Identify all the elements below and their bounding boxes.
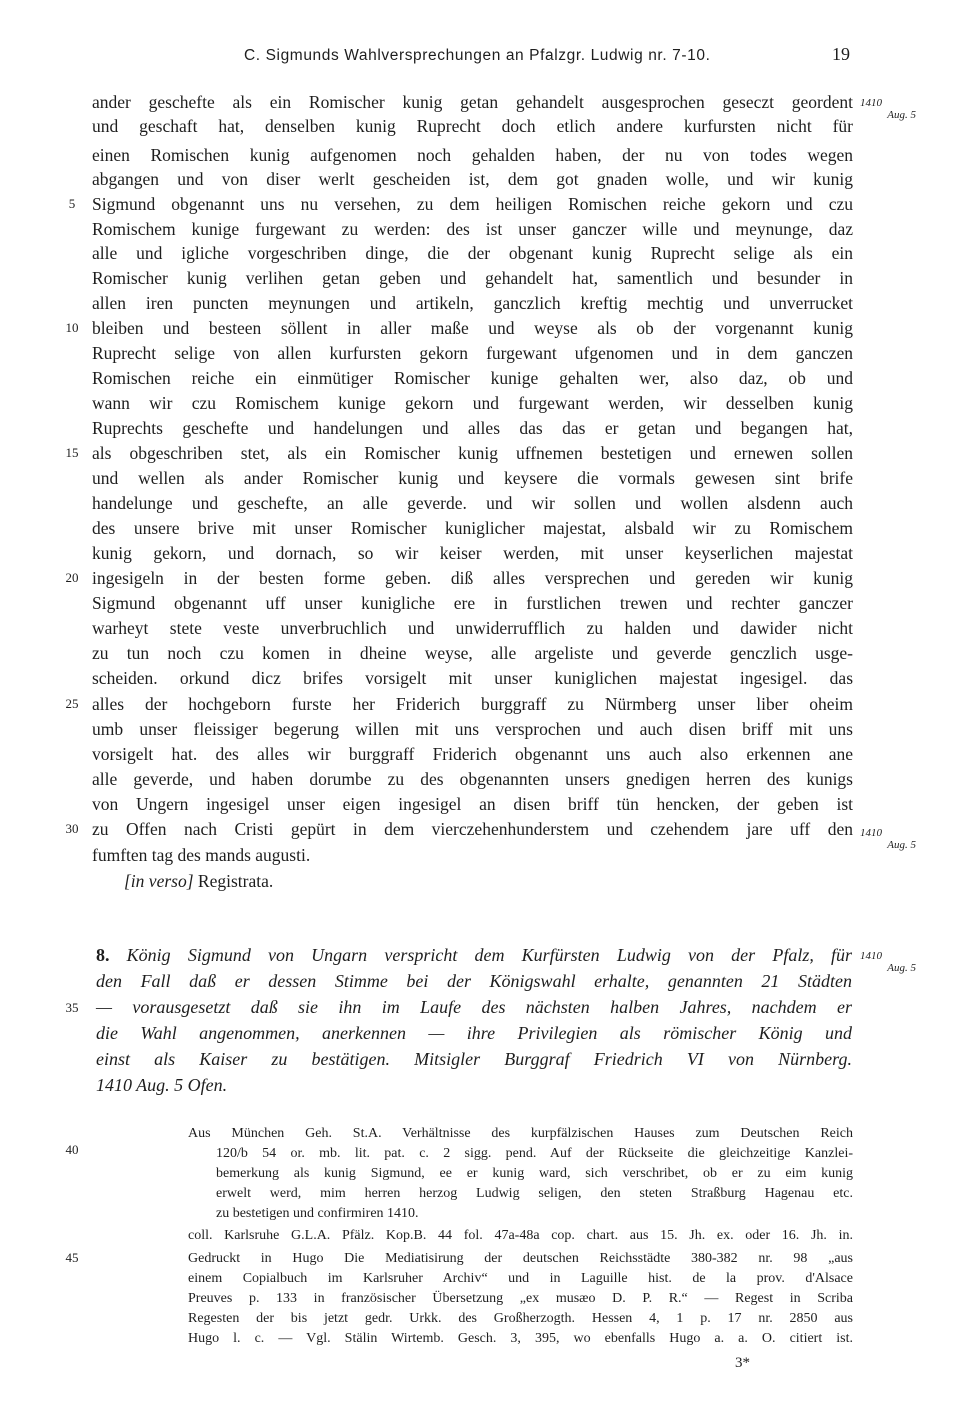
source-line: 120/b 54 or. mb. lit. pat. c. 2 sigg. pend. Auf der Rückseite die gleichzeitige Kanzlei- [216, 1146, 853, 1161]
body-line: alle geverde, und haben dorumbe zu des obgenannten unsers gnedigen herren des kunigs [92, 769, 853, 789]
note-year: 1410 [860, 827, 882, 839]
body-line: handelunge und geschefte, an alle geverde. und wir sollen und wollen alsdenn auch [92, 493, 853, 513]
line-number: 35 [65, 1000, 79, 1015]
heading-line: 8. König Sigmund von Ungarn verspricht dem Kurfürsten Ludwig von der Pfalz, für [96, 945, 852, 965]
heading-line: die Wahl angenommen, anerkennen — ihre Privilegien als römischer König und [96, 1023, 852, 1043]
body-line: Romischer kunig verlihen getan geben und gehandelt hat, samentlich und besunder in [92, 268, 853, 288]
body-line: warheyt stete veste unverbruchlich und unwiderrufflich zu halden und dawider nicht [92, 618, 853, 638]
registrata-bracket: [in verso] [124, 871, 194, 891]
body-line: bleiben und besteen söllent in aller maße und weyse als ob der vorgenannt kunig [92, 318, 853, 338]
body-line: abgangen und von diser werlt gescheiden ist, dem got gnaden wolle, und wir kunig [92, 169, 853, 189]
body-line: fumften tag des mands augusti. [92, 845, 311, 865]
source-line: einem Copialbuch im Karlsruher Archiv“ und in Laguille hist. de la prov. d'Alsace [188, 1271, 853, 1286]
line-number: 40 [65, 1142, 79, 1157]
source-line: coll. Karlsruhe G.L.A. Pfälz. Kop.B. 44 fol. 47a-48a cop. chart. aus 15. Jh. ex. oder 16. Jh. in. [188, 1228, 853, 1243]
body-line: Romischem kunige furgewant zu werden: des ist unser ganczer wille und meynunge, daz [92, 219, 853, 239]
body-line: Sigmund obgenannt uff unser kunigliche ere in furstlichen trewen und rechter ganczer [92, 593, 853, 613]
body-line: alle und igliche vorgeschriben dinge, die der obgenant kunig Ruprecht selige als ein [92, 243, 853, 263]
marginal-date-note [860, 950, 916, 974]
source-line: Hugo l. c. — Vgl. Stälin Wirtemb. Gesch. 3, 395, wo ebenfalls Hugo a. a. O. citiert ist. [188, 1331, 853, 1346]
source-line: erwelt werd, mim herren herzog Ludwig seligen, den steten Straßburg Hagenau etc. [216, 1186, 853, 1201]
body-line: allen iren puncten meynungen und artikeln, ganczlich kreftig mechtig und unverrucket [92, 293, 853, 313]
document-number: 8. [96, 945, 110, 965]
source-line: Regesten der bis jetzt gedr. Urkk. des Großherzogth. Hessen 4, 1 p. 17 nr. 2850 aus [188, 1311, 853, 1326]
signature-mark: 3* [735, 1355, 750, 1371]
note-year: 1410 [860, 950, 882, 962]
running-head-title: C. Sigmunds Wahlversprechungen an Pfalzgr. Ludwig nr. 7-10. [244, 47, 711, 64]
body-line: vorsigelt hat. des alles wir burggraff Friderich obgenannt uns auch also erkennen ane [92, 744, 853, 764]
heading-line: 1410 Aug. 5 Ofen. [96, 1075, 228, 1095]
body-line: alles der hochgeborn furste her Friderich burggraff zu Nürmberg unser liber oheim [92, 694, 853, 714]
body-line: Ruprechts geschefte und handelungen und alles das das er getan und begangen hat, [92, 418, 853, 438]
source-line: Aus München Geh. St.A. Verhältnisse des kurpfälzischen Hauses zum Deutschen Reich [188, 1126, 853, 1141]
body-line: und geschaft hat, denselben kunig Ruprecht doch etlich andere kurfursten nicht für [92, 116, 853, 136]
page-number: 19 [832, 44, 850, 64]
body-line: scheiden. orkund dicz brifes vorsigelt mit unser kuniglichen majestat ingesigel. das [92, 668, 853, 688]
body-line: ingesigeln in der besten forme geben. diß alles versprechen und gereden wir kunig [92, 568, 853, 588]
body-line: zu Offen nach Cristi gepürt in dem vierczehenhunderstem und czehendem jare uff den [92, 819, 853, 839]
note-date: Aug. 5 [887, 839, 916, 851]
marginal-date-note [860, 97, 916, 121]
source-line: bemerkung als kunig Sigmund, ee er kunig ward, sich verschribet, ob er zu eim kunig [216, 1166, 853, 1181]
source-line: zu bestetigen und confirmiren 1410. [216, 1206, 419, 1221]
body-line: einen Romischen kunig aufgenomen noch gehalden haben, der nu von todes wegen [92, 145, 853, 165]
note-year: 1410 [860, 97, 882, 109]
marginal-date-note [860, 827, 916, 851]
body-line: Ruprecht selige von allen kurfursten gekorn furgewant ufgenomen und in dem ganczen [92, 343, 853, 363]
body-line: und wellen als ander Romischer kunig und keysere die vormals gewesen sint brife [92, 468, 853, 488]
line-number: 30 [65, 821, 79, 836]
line-number: 15 [65, 445, 79, 460]
body-line: als obgeschriben stet, als ein Romischer kunig uffnemen bestetigen und ernewen sollen [92, 443, 853, 463]
body-line: zu tun noch czu komen in dheine weyse, alle argeliste und geverde genczlich usge- [92, 643, 853, 663]
line-number: 5 [68, 196, 76, 211]
registrata-text: Registrata. [197, 871, 274, 891]
line-number: 10 [65, 320, 79, 335]
body-line: von Ungern ingesigel unser eigen ingesigel an disen briff tün hencken, der geben ist [92, 794, 853, 814]
note-date: Aug. 5 [887, 962, 916, 974]
registrata-note [124, 871, 273, 892]
body-line: ander geschefte als ein Romischer kunig getan gehandelt ausgesprochen geseczt geordent [92, 92, 853, 112]
body-line: kunig gekorn, und dornach, so wir keiser werden, mit unser keyserlichen majestat [92, 543, 853, 563]
line-number: 20 [65, 570, 79, 585]
heading-line: den Fall daß er dessen Stimme bei der Königswahl erhalte, genannten 21 Städten [96, 971, 852, 991]
body-line: umb unser fleissiger begerung willen mit uns versprochen und auch disen briff mit uns [92, 719, 853, 739]
heading-line: einst als Kaiser zu bestätigen. Mitsigler Burggraf Friedrich VI von Nürnberg. [96, 1049, 852, 1069]
body-line: Romischen reiche ein einmütiger Romischer kunige gehalten wer, also daz, ob und [92, 368, 853, 388]
line-number: 25 [65, 696, 79, 711]
heading-line: — vorausgesetzt daß sie ihn im Laufe des nächsten halben Jahres, nachdem er [96, 997, 852, 1017]
body-line: wann wir czu Romischem kunige gekorn und furgewant werden, wir desselben kunig [92, 393, 853, 413]
body-line: Sigmund obgenannt uns nu versehen, zu dem heiligen Romischen reiche gekorn und czu [92, 194, 853, 214]
source-line: Preuves p. 133 in französischer Übersetzung „ex musæo D. P. R.“ — Regest in Scriba [188, 1291, 853, 1306]
line-number: 45 [65, 1250, 79, 1265]
body-line: des unsere brive mit unser Romischer kuniglicher majestat, alsbald wir zu Romischem [92, 518, 853, 538]
note-date: Aug. 5 [887, 109, 916, 121]
source-line: Gedruckt in Hugo Die Mediatisirung der deutschen Reichsstädte 380-382 nr. 98 „aus [188, 1251, 853, 1266]
